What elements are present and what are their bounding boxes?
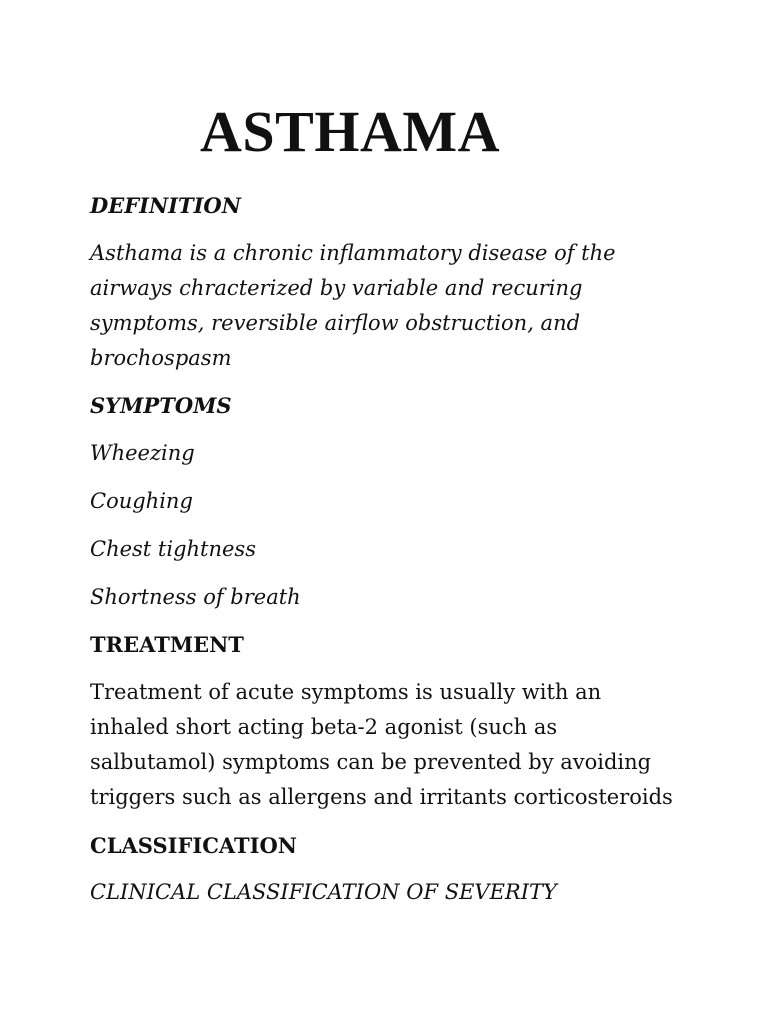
treatment-text [90, 675, 690, 815]
definition-heading: DEFINITION [90, 193, 241, 218]
document-title: ASTHAMA [200, 99, 500, 164]
treatment-line: triggers such as allergens and irritants corticosteroids [90, 785, 673, 809]
treatment-line: inhaled short acting beta-2 agonist (such as [90, 715, 558, 739]
definition-line: airways chracterized by variable and recuring [90, 276, 583, 300]
symptom-item: Chest tightness [90, 537, 256, 561]
symptom-item: Shortness of breath [90, 585, 301, 609]
treatment-line: salbutamol) symptoms can be prevented by avoiding [90, 750, 652, 774]
definition-line: Asthama is a chronic inflammatory disease of the [90, 241, 616, 265]
treatment-heading: TREATMENT [90, 632, 244, 657]
classification-subheading: CLINICAL CLASSIFICATION OF SEVERITY [90, 880, 557, 904]
definition-line: symptoms, reversible airflow obstruction, and [90, 311, 581, 335]
definition-text [90, 236, 690, 376]
treatment-line: Treatment of acute symptoms is usually with an [90, 680, 602, 704]
symptom-item: Coughing [90, 489, 193, 513]
symptom-item: Wheezing [90, 441, 195, 465]
definition-line: brochospasm [90, 346, 232, 370]
symptoms-heading: SYMPTOMS [90, 393, 232, 418]
classification-heading: CLASSIFICATION [90, 833, 297, 858]
